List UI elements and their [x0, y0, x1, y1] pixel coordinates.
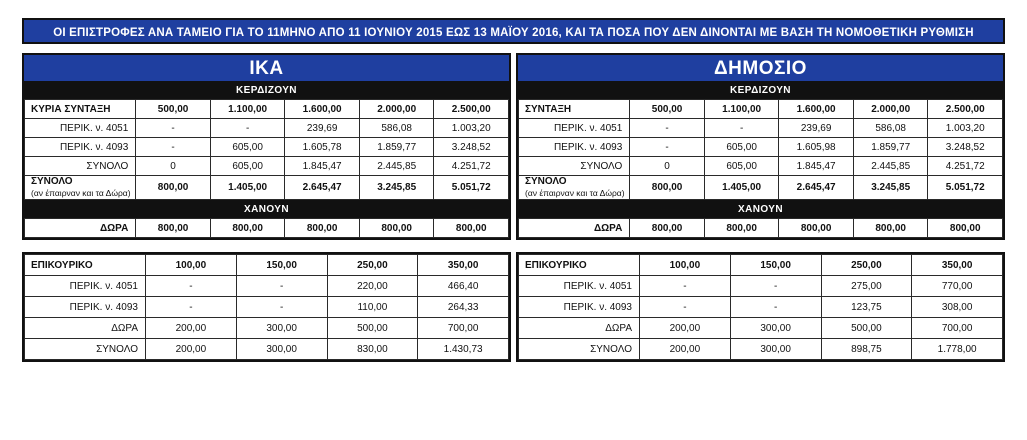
cell: 3.245,85	[359, 176, 434, 200]
cell: 586,08	[359, 119, 434, 138]
cell: 830,00	[327, 339, 418, 360]
band-gain-ika: ΚΕΡΔΙΖΟΥΝ	[22, 83, 511, 99]
cell: 2.645,47	[285, 176, 360, 200]
cell: 1.430,73	[418, 339, 509, 360]
table-row	[519, 318, 1003, 339]
cell: 4.251,72	[434, 157, 509, 176]
cell: 3.245,85	[853, 176, 928, 200]
aux-table-dimosio	[518, 254, 1003, 360]
table-row	[519, 119, 1003, 138]
header-cell: 100,00	[146, 255, 237, 276]
cell: 200,00	[640, 318, 731, 339]
cell: 1.778,00	[912, 339, 1003, 360]
cell: -	[236, 276, 327, 297]
header-cell: 2.000,00	[853, 100, 928, 119]
cell: 1.405,00	[704, 176, 779, 200]
cell: 2.445,85	[853, 157, 928, 176]
cell: 605,00	[210, 138, 285, 157]
aux-table-ika	[24, 254, 509, 360]
cell: 1.859,77	[853, 138, 928, 157]
cell: 1.845,47	[779, 157, 854, 176]
header-cell: 1.600,00	[779, 100, 854, 119]
table-row	[25, 276, 509, 297]
row-label: ΣΥΝΟΛΟ	[25, 157, 136, 176]
row-label: ΠΕΡΙΚ. ν. 4051	[25, 276, 146, 297]
cell: 1.605,78	[285, 138, 360, 157]
cell: 800,00	[779, 219, 854, 238]
cell: 800,00	[210, 219, 285, 238]
cell: 0	[630, 157, 705, 176]
header-cell: 250,00	[327, 255, 418, 276]
row-label: ΣΥΝΟΛΟ	[519, 157, 630, 176]
table-row	[519, 297, 1003, 318]
table-row	[519, 339, 1003, 360]
row-label: ΠΕΡΙΚ. ν. 4051	[25, 119, 136, 138]
table-total-row	[519, 176, 1003, 200]
cell: 800,00	[359, 219, 434, 238]
page-title: ΟΙ ΕΠΙΣΤΡΟΦΕΣ ΑΝΑ ΤΑΜΕΙΟ ΓΙΑ ΤΟ 11ΜΗΝΟ ΑΠΟ 11 ΙΟΥΝΙΟΥ 2015 ΕΩΣ 13 ΜΑΪΟΥ 2016, ΚΑΙ ΤΑ ΠΟΣΑ ΠΟΥ ΔΕΝ ΔΙΝΟΝΤΑΙ ΜΕ ΒΑΣΗ ΤΗ ΝΟΜΟΘΕΤΙΚΗ ΡΥΘΜΙΣΗ	[22, 18, 1005, 44]
total-label-sub: (αν έπαιρναν και τα Δώρα)	[31, 188, 131, 198]
cell: 3.248,52	[434, 138, 509, 157]
aux-table-wrap-dimosio	[516, 252, 1005, 362]
cell: -	[136, 138, 211, 157]
fund-column-ika	[22, 53, 511, 362]
cell: 800,00	[136, 219, 211, 238]
row-label: ΔΩΡΑ	[519, 219, 630, 238]
cell: 605,00	[210, 157, 285, 176]
cell: 275,00	[821, 276, 912, 297]
cell: -	[630, 119, 705, 138]
cell: 605,00	[704, 138, 779, 157]
cell: 800,00	[434, 219, 509, 238]
table-row	[25, 138, 509, 157]
cell: 123,75	[821, 297, 912, 318]
table-row	[25, 119, 509, 138]
cell: 1.859,77	[359, 138, 434, 157]
cell: -	[640, 297, 731, 318]
cell: 300,00	[236, 339, 327, 360]
row-label: ΠΕΡΙΚ. ν. 4093	[25, 138, 136, 157]
cell: 800,00	[853, 219, 928, 238]
cell: 898,75	[821, 339, 912, 360]
row-label: ΠΕΡΙΚ. ν. 4093	[519, 138, 630, 157]
cell: 800,00	[630, 219, 705, 238]
header-cell: 250,00	[821, 255, 912, 276]
cell: 200,00	[146, 318, 237, 339]
cell: 5.051,72	[434, 176, 509, 200]
header-cell: 2.500,00	[434, 100, 509, 119]
cell: -	[136, 119, 211, 138]
cell: 700,00	[418, 318, 509, 339]
cell: -	[630, 138, 705, 157]
cell: 2.445,85	[359, 157, 434, 176]
row-label: ΔΩΡΑ	[25, 219, 136, 238]
header-cell: 2.500,00	[928, 100, 1003, 119]
table-row	[25, 219, 509, 238]
row-label-total	[519, 176, 630, 200]
table-row	[25, 297, 509, 318]
row-label: ΔΩΡΑ	[519, 318, 640, 339]
cell: 200,00	[146, 339, 237, 360]
gifts-table-dimosio	[518, 218, 1003, 238]
aux-table-wrap-ika	[22, 252, 511, 362]
row-label: ΠΕΡΙΚ. ν. 4093	[519, 297, 640, 318]
cell: 800,00	[704, 219, 779, 238]
cell: 0	[136, 157, 211, 176]
header-cell: 1.100,00	[210, 100, 285, 119]
cell: 200,00	[640, 339, 731, 360]
table-row	[519, 219, 1003, 238]
header-cell: 500,00	[136, 100, 211, 119]
gifts-table-ika	[24, 218, 509, 238]
cell: -	[236, 297, 327, 318]
table-total-row	[25, 176, 509, 200]
cell: 500,00	[821, 318, 912, 339]
row-label-total	[25, 176, 136, 200]
main-table-ika	[24, 99, 509, 200]
cell: 2.645,47	[779, 176, 854, 200]
cell: -	[704, 119, 779, 138]
band-gain-dimosio: ΚΕΡΔΙΖΟΥΝ	[516, 83, 1005, 99]
header-cell: 350,00	[418, 255, 509, 276]
table-row	[25, 318, 509, 339]
header-cell: 500,00	[630, 100, 705, 119]
row-label: ΣΥΝΟΛΟ	[25, 339, 146, 360]
cell: 605,00	[704, 157, 779, 176]
cell: -	[146, 276, 237, 297]
cell: 800,00	[630, 176, 705, 200]
row-label: ΣΥΝΟΛΟ	[519, 339, 640, 360]
cell: 4.251,72	[928, 157, 1003, 176]
cell: 220,00	[327, 276, 418, 297]
main-table-wrap-dimosio	[516, 99, 1005, 202]
table-header-row	[519, 100, 1003, 119]
cell: 800,00	[285, 219, 360, 238]
header-cell: 2.000,00	[359, 100, 434, 119]
main-table-wrap-ika	[22, 99, 511, 202]
main-table-dimosio	[518, 99, 1003, 200]
cell: -	[640, 276, 731, 297]
cell: -	[730, 297, 821, 318]
total-label: ΣΥΝΟΛΟ	[31, 176, 73, 187]
gifts-table-wrap-ika	[22, 218, 511, 240]
header-cell: 1.100,00	[704, 100, 779, 119]
cell: 308,00	[912, 297, 1003, 318]
table-header-row	[519, 255, 1003, 276]
header-cell: 150,00	[730, 255, 821, 276]
row-label: ΔΩΡΑ	[25, 318, 146, 339]
cell: 500,00	[327, 318, 418, 339]
cell: -	[730, 276, 821, 297]
fund-title-ika: ΙΚΑ	[22, 53, 511, 83]
fund-columns	[22, 53, 1005, 362]
row-label: ΠΕΡΙΚ. ν. 4051	[519, 276, 640, 297]
cell: 239,69	[285, 119, 360, 138]
table-row	[519, 276, 1003, 297]
header-cell: 150,00	[236, 255, 327, 276]
header-cell: 100,00	[640, 255, 731, 276]
cell: -	[146, 297, 237, 318]
cell: 300,00	[730, 339, 821, 360]
cell: -	[210, 119, 285, 138]
cell: 586,08	[853, 119, 928, 138]
row-label: ΠΕΡΙΚ. ν. 4093	[25, 297, 146, 318]
total-label-sub: (αν έπαιρναν και τα Δώρα)	[525, 188, 625, 198]
cell: 1.003,20	[928, 119, 1003, 138]
cell: 800,00	[136, 176, 211, 200]
cell: 5.051,72	[928, 176, 1003, 200]
cell: 1.405,00	[210, 176, 285, 200]
table-row	[519, 138, 1003, 157]
cell: 264,33	[418, 297, 509, 318]
cell: 1.605,98	[779, 138, 854, 157]
header-cell: ΚΥΡΙΑ ΣΥΝΤΑΞΗ	[25, 100, 136, 119]
band-lose-dimosio: ΧΑΝΟΥΝ	[516, 202, 1005, 218]
table-row	[519, 157, 1003, 176]
table-header-row	[25, 100, 509, 119]
fund-column-dimosio	[516, 53, 1005, 362]
fund-title-dimosio: ΔΗΜΟΣΙΟ	[516, 53, 1005, 83]
cell: 466,40	[418, 276, 509, 297]
cell: 1.845,47	[285, 157, 360, 176]
row-label: ΠΕΡΙΚ. ν. 4051	[519, 119, 630, 138]
gifts-table-wrap-dimosio	[516, 218, 1005, 240]
table-row	[25, 157, 509, 176]
cell: 1.003,20	[434, 119, 509, 138]
table-row	[25, 339, 509, 360]
header-cell: ΕΠΙΚΟΥΡΙΚΟ	[25, 255, 146, 276]
header-cell: ΣΥΝΤΑΞΗ	[519, 100, 630, 119]
cell: 300,00	[236, 318, 327, 339]
table-header-row	[25, 255, 509, 276]
header-cell: 350,00	[912, 255, 1003, 276]
header-cell: 1.600,00	[285, 100, 360, 119]
header-cell: ΕΠΙΚΟΥΡΙΚΟ	[519, 255, 640, 276]
cell: 239,69	[779, 119, 854, 138]
cell: 110,00	[327, 297, 418, 318]
cell: 800,00	[928, 219, 1003, 238]
cell: 3.248,52	[928, 138, 1003, 157]
cell: 300,00	[730, 318, 821, 339]
cell: 700,00	[912, 318, 1003, 339]
total-label: ΣΥΝΟΛΟ	[525, 176, 567, 187]
cell: 770,00	[912, 276, 1003, 297]
band-lose-ika: ΧΑΝΟΥΝ	[22, 202, 511, 218]
